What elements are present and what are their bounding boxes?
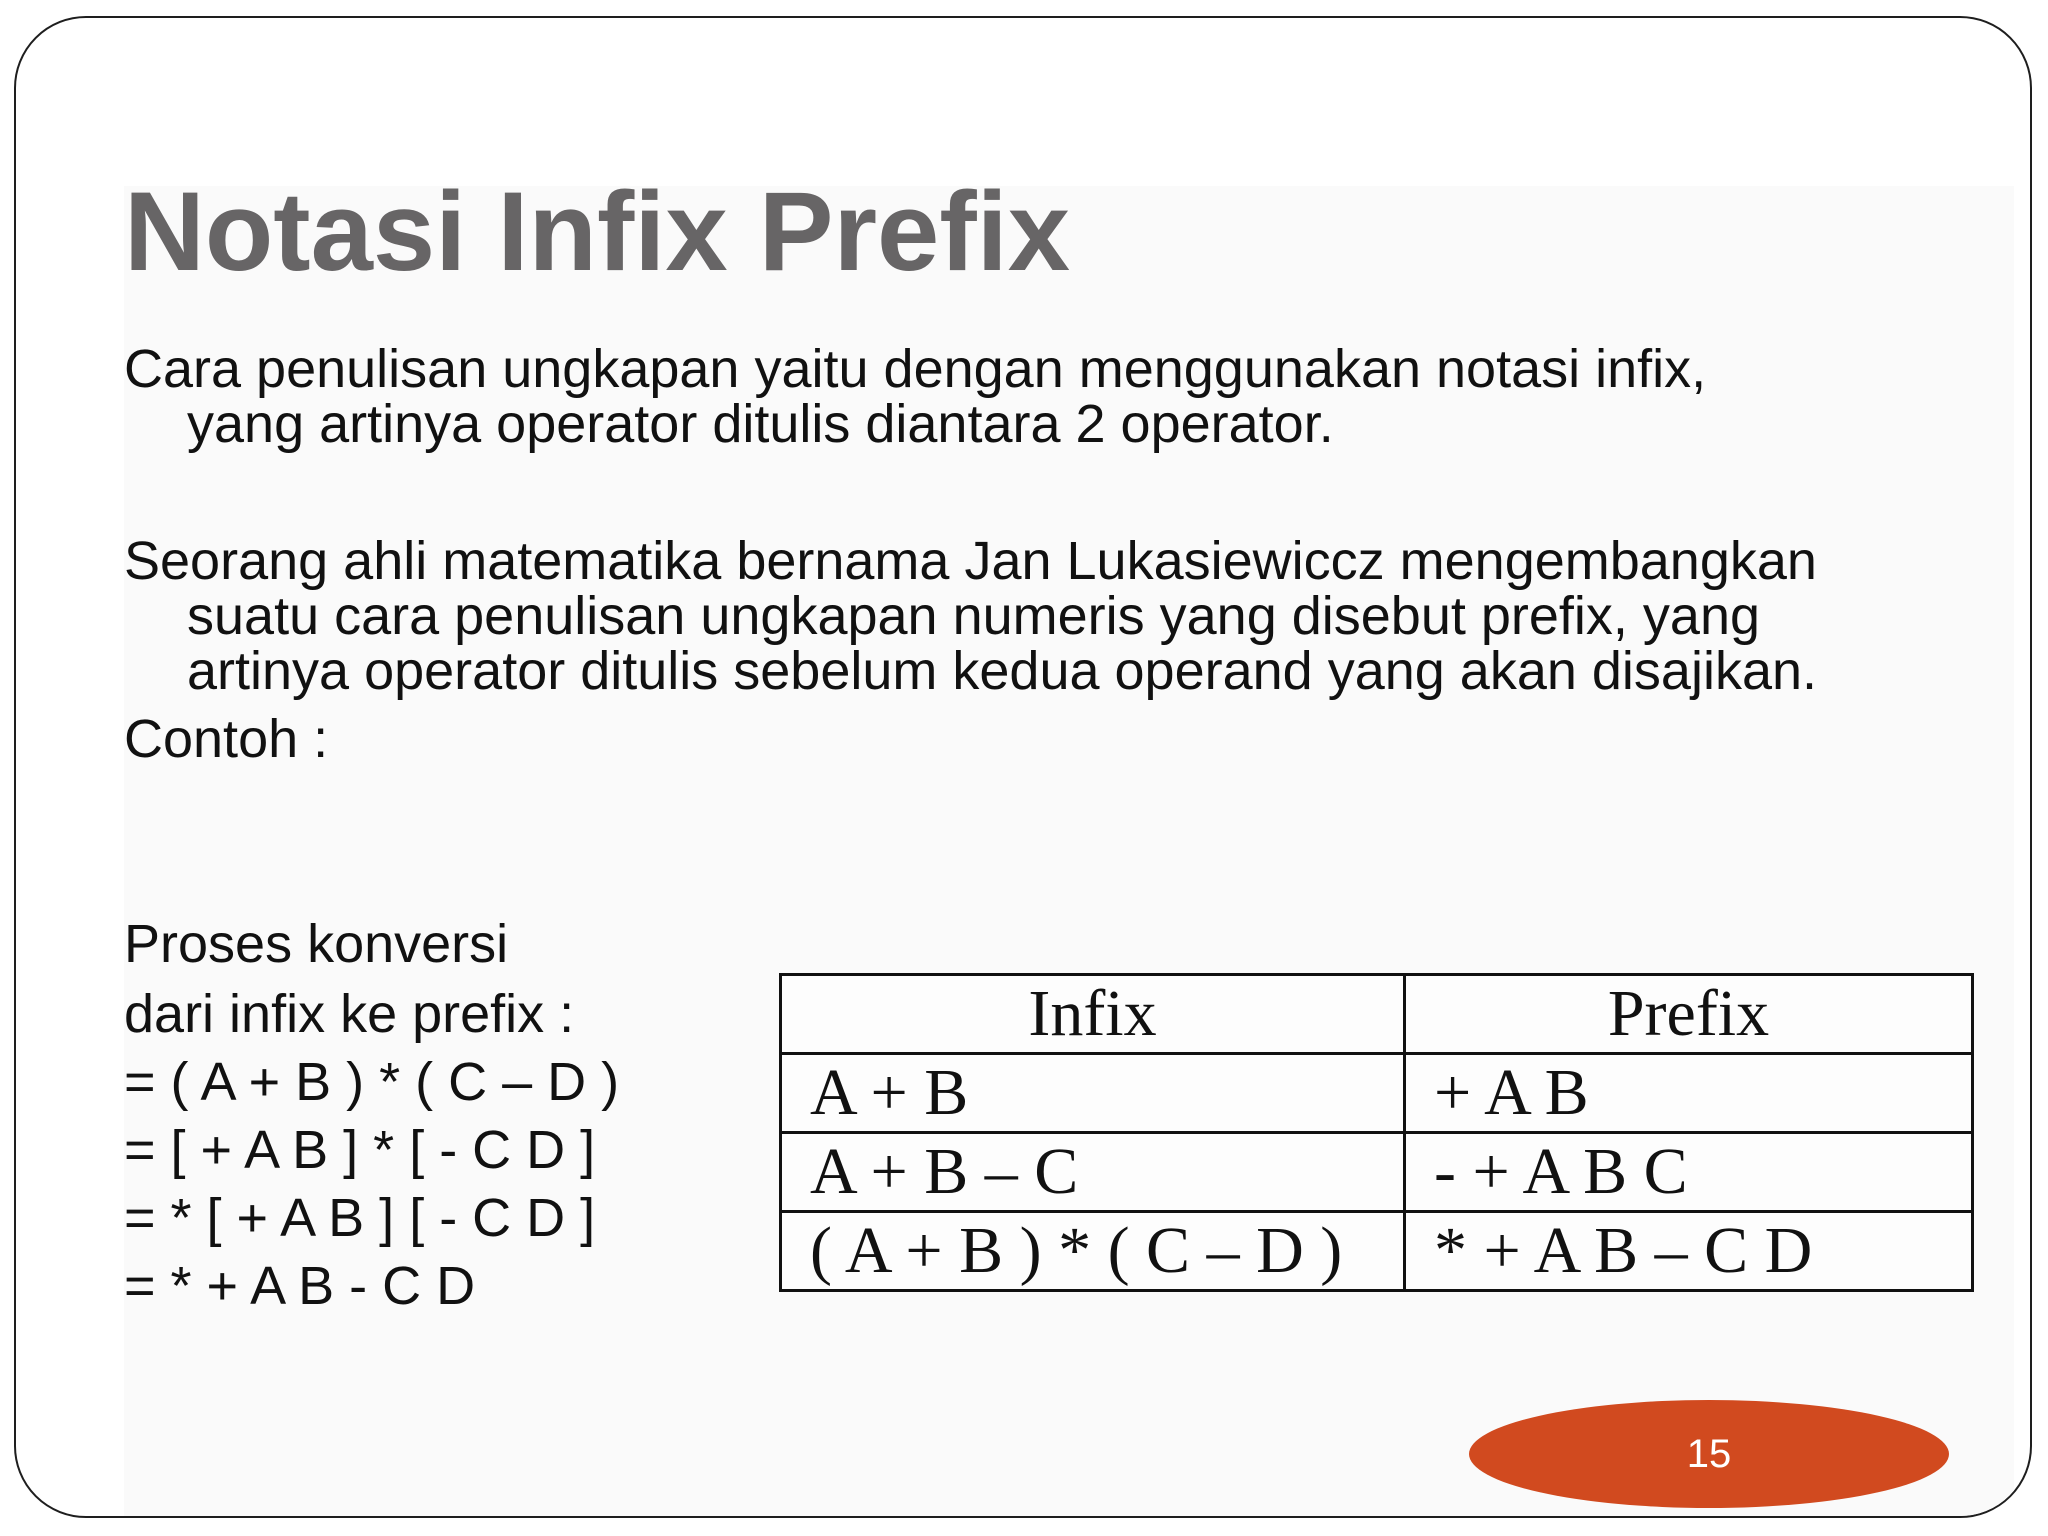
- slide-title: Notasi Infix Prefix: [124, 169, 1071, 294]
- table-header-infix: Infix: [781, 975, 1405, 1054]
- process-step: = * + A B - C D: [124, 1256, 476, 1316]
- process-step: = [ + A B ] * [ - C D ]: [124, 1120, 596, 1180]
- process-label: Proses konversi: [124, 914, 509, 974]
- paragraph-line: Cara penulisan ungkapan yaitu dengan menggunakan notasi infix,: [124, 339, 1707, 399]
- table-row: [781, 1133, 1973, 1212]
- table-header-prefix: Prefix: [1405, 975, 1973, 1054]
- process-step: = ( A + B ) * ( C – D ): [124, 1052, 620, 1112]
- example-label: Contoh :: [124, 709, 329, 769]
- table-cell-prefix: + A B: [1405, 1054, 1973, 1133]
- page-number-badge: [1469, 1400, 1949, 1508]
- table-cell-prefix: * + A B – C D: [1405, 1212, 1973, 1291]
- table-header-row: [781, 975, 1973, 1054]
- process-label: dari infix ke prefix :: [124, 984, 575, 1044]
- paragraph-line: suatu cara penulisan ungkapan numeris yang disebut prefix, yang: [187, 586, 1761, 646]
- paragraph-line: artinya operator ditulis sebelum kedua operand yang akan disajikan.: [187, 641, 1818, 701]
- paragraph-line: yang artinya operator ditulis diantara 2 operator.: [187, 394, 1334, 454]
- table-cell-infix: A + B – C: [781, 1133, 1405, 1212]
- paragraph-prefix-definition: [124, 531, 1984, 701]
- table-row: [781, 1054, 1973, 1133]
- conversion-table: [779, 973, 1974, 1292]
- process-step: = * [ + A B ] [ - C D ]: [124, 1188, 596, 1248]
- table-cell-infix: A + B: [781, 1054, 1405, 1133]
- page-number: 15: [1686, 1432, 1732, 1476]
- table-row: [781, 1212, 1973, 1291]
- table-cell-prefix: - + A B C: [1405, 1133, 1973, 1212]
- table-cell-infix: ( A + B ) * ( C – D ): [781, 1212, 1405, 1291]
- paragraph-line: Seorang ahli matematika bernama Jan Lukasiewiccz mengembangkan: [124, 531, 1817, 591]
- paragraph-infix-definition: [124, 339, 1984, 454]
